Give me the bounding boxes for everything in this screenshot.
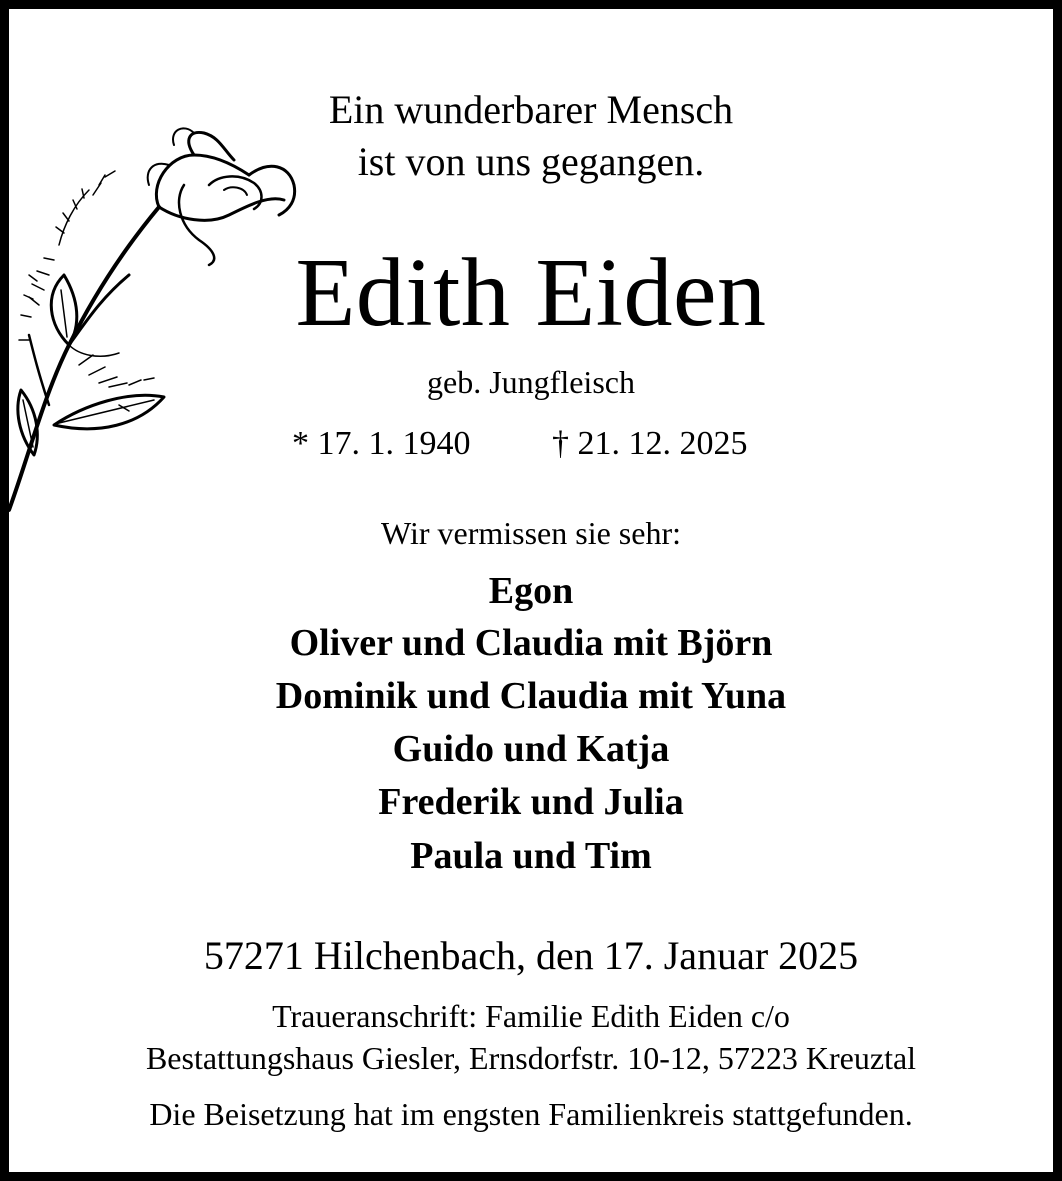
intro-line-1: Ein wunderbarer Mensch (328, 87, 734, 132)
mourner-line: Guido und Katja (392, 728, 670, 770)
life-dates (0, 422, 1062, 466)
mourner-line: Paula und Tim (410, 835, 652, 877)
place-date: 57271 Hilchenbach, den 17. Januar 2025 (203, 933, 859, 978)
death-date: † 21. 12. 2025 (552, 425, 748, 462)
mourner-line: Frederik und Julia (378, 781, 684, 823)
address-line-2: Bestattungshaus Giesler, Ernsdorfstr. 10-12, 57223 Kreuztal (145, 1040, 917, 1076)
birth-date: * 17. 1. 1940 (292, 425, 471, 462)
mourner-line: Dominik und Claudia mit Yuna (275, 675, 787, 717)
mourner-line: Oliver und Claudia mit Björn (289, 622, 773, 664)
miss-line: Wir vermissen sie sehr: (381, 515, 681, 551)
mourner-line: Egon (488, 570, 574, 612)
deceased-name: Edith Eiden (295, 239, 767, 347)
maiden-name: geb. Jungfleisch (427, 364, 635, 400)
address-line-1: Traueranschrift: Familie Edith Eiden c/o (272, 998, 790, 1034)
intro-line-2: ist von uns gegangen. (357, 139, 705, 184)
burial-note: Die Beisetzung hat im engsten Familienkreis stattgefunden. (149, 1096, 913, 1132)
